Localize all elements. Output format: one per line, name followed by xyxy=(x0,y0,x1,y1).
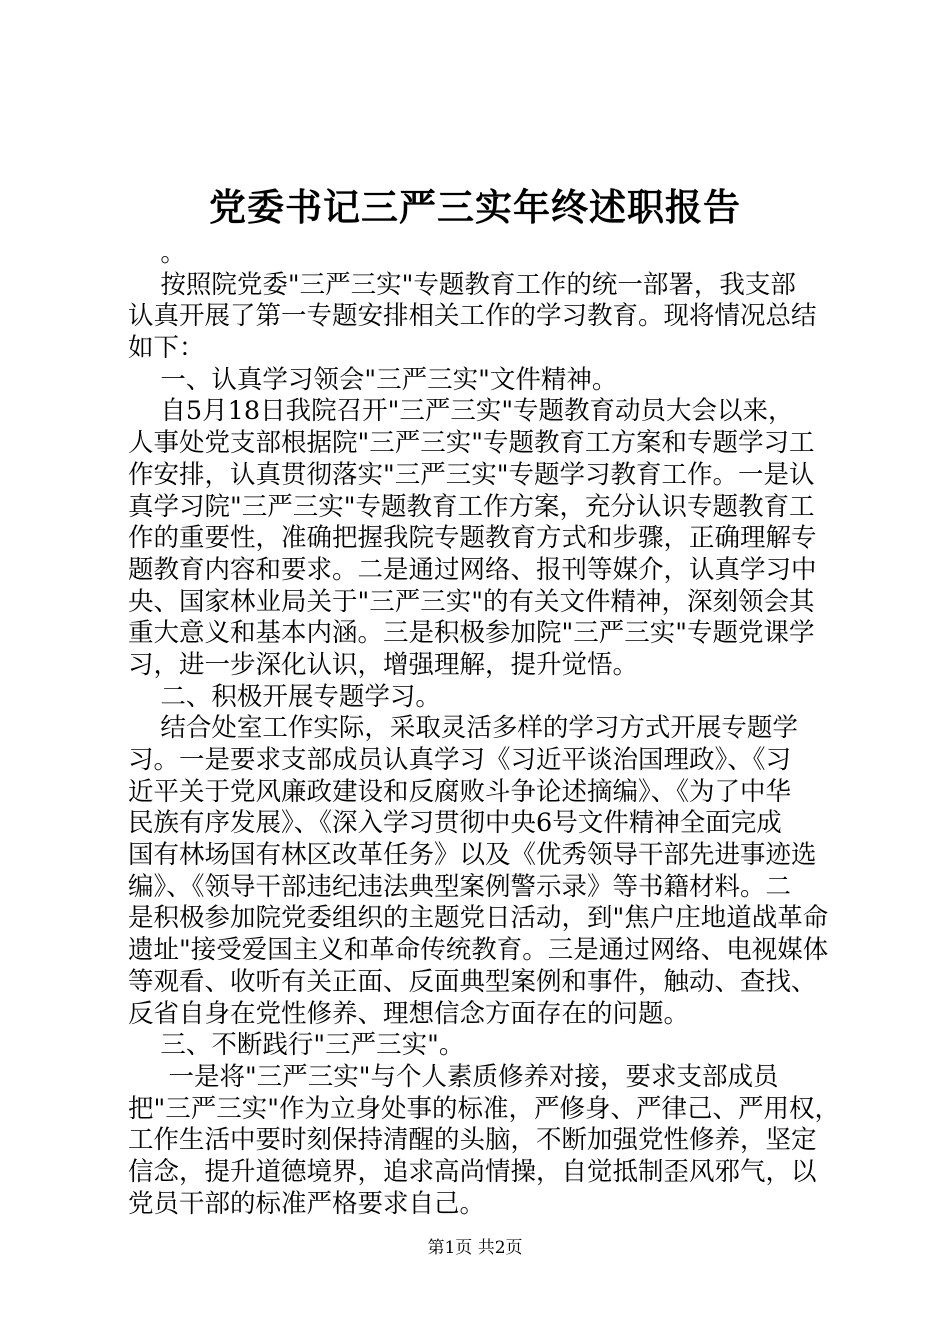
body-line: 。 xyxy=(128,238,186,268)
body-line: 近平关于党风廉政建设和反腐败斗争论述摘编》、《为了中华 xyxy=(128,776,792,807)
body-line: 信念，提升道德境界，追求高尚情操，自觉抵制歪风邪气，以 xyxy=(128,1156,817,1187)
body-line: 编》、《领导干部违纪违法典型案例警示录》等书籍材料。二 xyxy=(128,871,792,902)
body-line: 党员干部的标准严格要求自己。 xyxy=(128,1188,486,1219)
body-line: 作的重要性，准确把握我院专题教育方式和步骤，正确理解专 xyxy=(128,523,817,554)
body-line: 等观看、收听有关正面、反面典型案例和事件，触动、查找、 xyxy=(128,966,817,997)
section-heading-2: 二、积极开展专题学习。 xyxy=(128,681,441,712)
body-line: 作安排，认真贯彻落实"三严三实"专题学习教育工作。一是认 xyxy=(128,459,815,490)
section-heading-1: 一、认真学习领会"三严三实"文件精神。 xyxy=(128,364,618,395)
body-line: 真学习院"三严三实"专题教育工作方案，充分认识专题教育工 xyxy=(128,491,815,522)
body-line: 工作生活中要时刻保持清醒的头脑，不断加强党性修养，坚定 xyxy=(128,1125,817,1156)
body-line: 按照院党委"三严三实"专题教育工作的统一部署，我支部 xyxy=(128,269,796,300)
body-line: 习。一是要求支部成员认真学习《习近平谈治国理政》、《习 xyxy=(128,745,792,775)
page-number-footer: 第1页 共2页 xyxy=(427,1238,523,1258)
body-line: 自5月18日我院召开"三严三实"专题教育动员大会以来， xyxy=(128,396,794,427)
body-line: 把"三严三实"作为立身处事的标准，严修身、严律己、严用权， xyxy=(128,1093,840,1124)
body-line: 如下： xyxy=(128,333,205,364)
body-line: 央、国家林业局关于"三严三实"的有关文件精神，深刻领会其 xyxy=(128,586,815,617)
body-line: 反省自身在党性修养、理想信念方面存在的问题。 xyxy=(128,998,690,1029)
document-title: 党委书记三严三实年终述职报告 xyxy=(209,185,741,229)
body-line: 认真开展了第一专题安排相关工作的学习教育。现将情况总结 xyxy=(128,301,817,332)
document-body xyxy=(128,238,840,1220)
body-line: 民族有序发展》、《深入学习贯彻中央6号文件精神全面完成 xyxy=(128,808,782,839)
body-line: 遗址"接受爱国主义和革命传统教育。三是通过网络、电视媒体 xyxy=(128,935,829,966)
body-line: 重大意义和基本内涵。三是积极参加院"三严三实"专题党课学 xyxy=(128,618,815,649)
body-line: 结合处室工作实际，采取灵活多样的学习方式开展专题学 xyxy=(128,713,798,744)
body-line: 一是将"三严三实"与个人素质修养对接，要求支部成员 xyxy=(128,1061,779,1092)
body-line: 习，进一步深化认识，增强理解，提升觉悟。 xyxy=(128,649,639,680)
body-line: 国有林场国有林区改革任务》以及《优秀领导干部先进事迹选 xyxy=(128,840,817,871)
section-heading-3: 三、不断践行"三严三实"。 xyxy=(128,1030,465,1061)
body-line: 是积极参加院党委组织的主题党日活动，到"焦户庄地道战革命 xyxy=(128,903,829,934)
body-line: 人事处党支部根据院"三严三实"专题教育工方案和专题学习工 xyxy=(128,428,815,459)
body-line: 题教育内容和要求。二是通过网络、报刊等媒介，认真学习中 xyxy=(128,554,817,585)
